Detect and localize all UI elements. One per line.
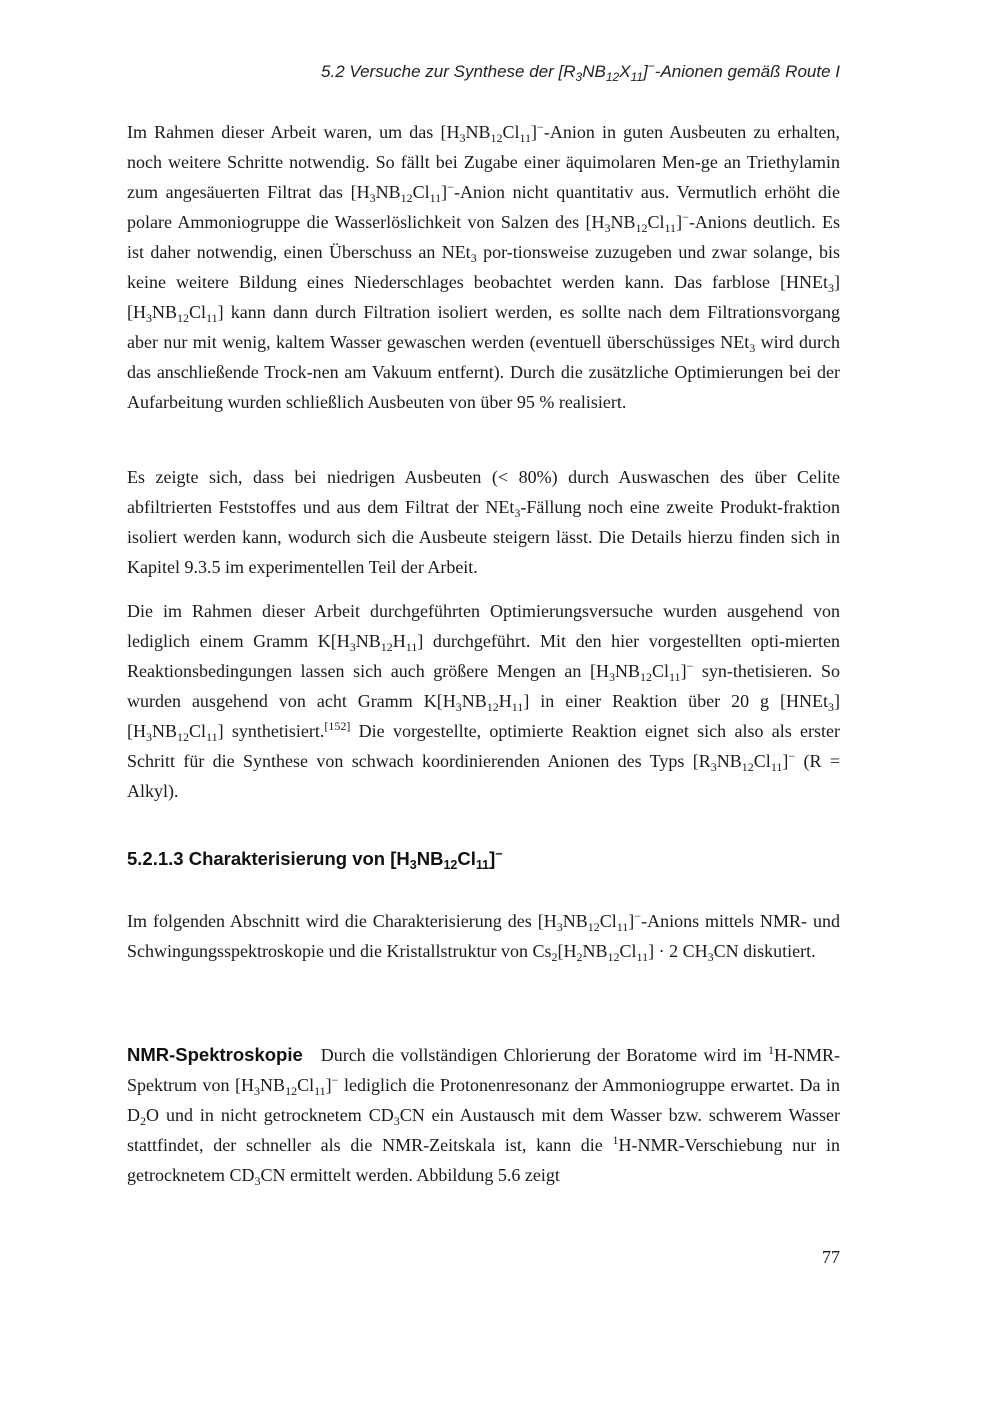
running-head: 5.2 Versuche zur Synthese der $[R_3NB_{12}X_{11}]^-$-Anionen gemäß Route I	[321, 59, 840, 84]
page-number: 77	[822, 1247, 840, 1267]
citation-ref: [152]	[324, 719, 351, 733]
paragraph-5: Im folgenden Abschnitt wird die Charakterisierung des $[H_3NB_{12}Cl_{11}]^-$-Anions mittels NMR- und Schwingungsspektroskopie und die Kristallstruktur von $Cs_2[H_2NB_{12}Cl_{11}] \cdot 2$ $CH_3CN$ diskutiert.	[127, 909, 840, 964]
paragraph-3: Die im Rahmen dieser Arbeit durchgeführten Optimierungsversuche wurden ausgehend von lediglich einem Gramm $K[H_3NB_{12}H_{11}]$ durchgeführt. Mit den hier vorgestellten opti-mierten Reaktionsbedingungen lassen sich auch größere Mengen an $[H_3NB_{12}Cl_{11}]^-$ syn-thetisieren. So wurden ausgehend von acht Gramm $K[H_3NB_{12}H_{11}]$ in einer Reaktion über 20 g $[HNEt_3][H_3NB_{12}Cl_{11}]$ synthetisiert.[152] Die vorgestellte, optimierte Reaktion eignet sich also als erster Schritt für die Synthese von schwach koordinierenden Anionen des Typs $[R_3NB_{12}Cl_{11}]^-$ (R = Alkyl).	[127, 601, 841, 801]
paragraph-nmr: NMR-Spektroskopie Durch die vollständigen Chlorierung der Boratome wird im $^1$H-NMR-Spektrum von $[H_3NB_{12}Cl_{11}]^-$ lediglich die Protonenresonanz der Ammoniogruppe erwartet. Da in $D_2O$ und in nicht getrocknetem $CD_3CN$ ein Austausch mit dem Wasser bzw. schwerem Wasser stattfindet, der schneller als die NMR-Zeitskala ist, kann die $^1$H-NMR-Verschiebung nur in getrocknetem $CD_3CN$ ermittelt werden. Abbildung 5.6 zeigt	[127, 1043, 841, 1188]
paragraph-2: Es zeigte sich, dass bei niedrigen Ausbeuten (< 80%) durch Auswaschen des über Celite abfiltrierten Feststoffes und aus dem Filtrat der NEt$_3$-Fällung noch eine zweite Produkt-fraktion isoliert werden kann, wodurch sich die Ausbeute steigern lässt. Die Details hierzu finden sich in Kapitel 9.3.5 im experimentellen Teil der Arbeit.	[127, 467, 840, 577]
runin-heading: NMR-Spektroskopie	[127, 1044, 303, 1065]
paragraph-1: Im Rahmen dieser Arbeit waren, um das $[H_3NB_{12}Cl_{11}]^-$-Anion in guten Ausbeuten zu erhalten, noch weitere Schritte notwendig. So fällt bei Zugabe einer äquimolaren Men-ge an Triethylamin zum angesäuerten Filtrat das $[H_3NB_{12}Cl_{11}]^-$-Anion nicht quantitativ aus. Vermutlich erhöht die polare Ammoniogruppe die Wasserlöslichkeit von Salzen des $[H_3NB_{12}Cl_{11}]^-$-Anions deutlich. Es ist daher notwendig, einen Überschuss an NEt$_3$ por-tionsweise zuzugeben und zwar solange, bis keine weitere Bildung eines Niederschlages beobachtet werden kann. Das farblose $[HNEt_3][H_3NB_{12}Cl_{11}]$ kann dann durch Filtration isoliert werden, es sollte nach dem Filtrationsvorgang aber nur mit wenig, kaltem Wasser gewaschen werden (eventuell überschüssiges NEt$_3$ wird durch das anschließende Trock-nen am Vakuum entfernt). Durch die zusätzliche Optimierungen bei der Aufarbeitung wurden schließlich Ausbeuten von über 95 % realisiert.	[127, 120, 841, 412]
section-heading: 5.2.1.3 Charakterisierung von $[H_3NB_{12}Cl_{11}]^-$	[127, 847, 503, 872]
